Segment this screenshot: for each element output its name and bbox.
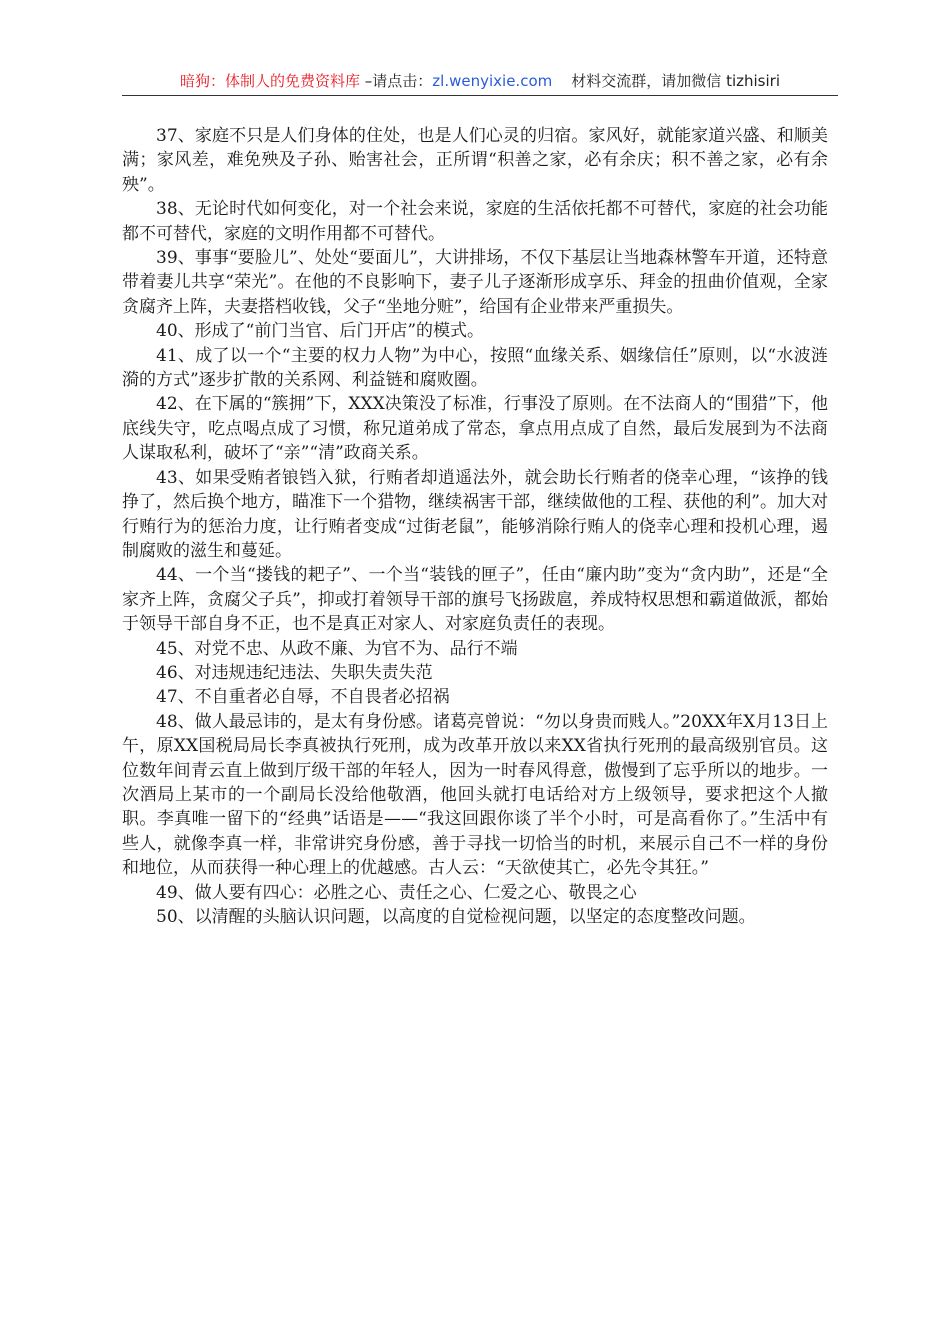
header-separator-text: –请点击： <box>360 72 433 90</box>
paragraph-50: 50、以清醒的头脑认识问题，以高度的自觉检视问题，以坚定的态度整改问题。 <box>156 907 756 927</box>
header-wechat-text: 材料交流群，请加微信 tizhisiri <box>552 72 780 90</box>
document-body <box>122 124 828 929</box>
paragraph-44: 44、一个当“搂钱的耙子”、一个当“装钱的匣子”，任由“廉内助”变为“贪内助”，还是“全家齐上阵，贪腐父子兵”，抑或打着领导干部的旗号飞扬跋扈，养成特权思想和霸道做派，都始于领导干部自身不正，也不是真正对家人、对家庭负责任的表现。 <box>122 565 828 635</box>
paragraph-46: 46、对违规违纪违法、失职失责失范 <box>156 662 433 683</box>
paragraph-49: 49、做人要有四心：必胜之心、责任之心、仁爱之心、敬畏之心 <box>156 882 637 903</box>
paragraph-45: 45、对党不忠、从政不廉、为官不为、品行不端 <box>156 638 518 659</box>
paragraph-38: 38、无论时代如何变化，对一个社会来说，家庭的生活依托都不可替代，家庭的社会功能都不可替代，家庭的文明作用都不可替代。 <box>122 199 828 244</box>
paragraph-39: 39、事事“要脸儿”、处处“要面儿”，大讲排场，不仅下基层让当地森林警车开道，还特意带着妻儿共享“荣光”。在他的不良影响下，妻子儿子逐渐形成享乐、拜金的扭曲价值观，全家贪腐齐上阵，夫妻搭档收钱，父子“坐地分赃”，给国有企业带来严重损失。 <box>122 248 828 317</box>
header-website-link[interactable]: zl.wenyixie.com <box>432 72 553 90</box>
paragraph-41: 41、成了以一个“主要的权力人物”为中心，按照“血缘关系、姻缘信任”原则，以“水波涟漪的方式”逐步扩散的关系网、利益链和腐败圈。 <box>122 345 828 391</box>
paragraph-42: 42、在下属的“簇拥”下，XXX决策没了标准，行事没了原则。在不法商人的“围猎”下，他底线失守，吃点喝点成了习惯，称兄道弟成了常态，拿点用点成了自然，最后发展到为不法商人谋取私利，破坏了“亲”“清”政商关系。 <box>122 394 828 464</box>
paragraph-47: 47、不自重者必自辱，不自畏者必招祸 <box>156 687 450 708</box>
paragraph-37: 37、家庭不只是人们身体的住处，也是人们心灵的归宿。家风好，就能家道兴盛、和顺美满；家风差，难免殃及子孙、贻害社会，正所谓“积善之家，必有余庆；积不善之家，必有余殃”。 <box>122 126 828 195</box>
header-divider <box>122 95 838 96</box>
header-brand-text: 暗狗：体制人的免费资料库 <box>180 72 361 90</box>
page-header <box>122 68 838 94</box>
paragraph-40: 40、形成了“前门当官、后门开店”的模式。 <box>156 321 485 342</box>
paragraph-48: 48、做人最忌讳的，是太有身份感。诸葛亮曾说：“勿以身贵而贱人。”20XX年X月13日上午，原XX国税局局长李真被执行死刑，成为改革开放以来XX省执行死刑的最高级别官员。这位数年间青云直上做到厅级干部的年轻人，因为一时春风得意，傲慢到了忘乎所以的地步。一次酒局上某市的一个副局长没给他敬酒，他回头就打电话给对方上级领导，要求把这个人撤职。李真唯一留下的“经典”话语是——“我这回跟你谈了半个小时，可是高看你了。”生活中有些人，就像李真一样，非常讲究身份感，善于寻找一切恰当的时机，来展示自己不一样的身份和地位，从而获得一种心理上的优越感。古人云：“天欲使其亡，必先令其狂。” <box>122 711 828 879</box>
paragraph-43: 43、如果受贿者锒铛入狱，行贿者却逍遥法外，就会助长行贿者的侥幸心理，“该挣的钱挣了，然后换个地方，瞄准下一个猎物，继续祸害干部，继续做他的工程、获他的利”。加大对行贿行为的惩治力度，让行贿者变成“过街老鼠”，能够消除行贿人的侥幸心理和投机心理，遏制腐败的滋生和蔓延。 <box>122 467 828 561</box>
